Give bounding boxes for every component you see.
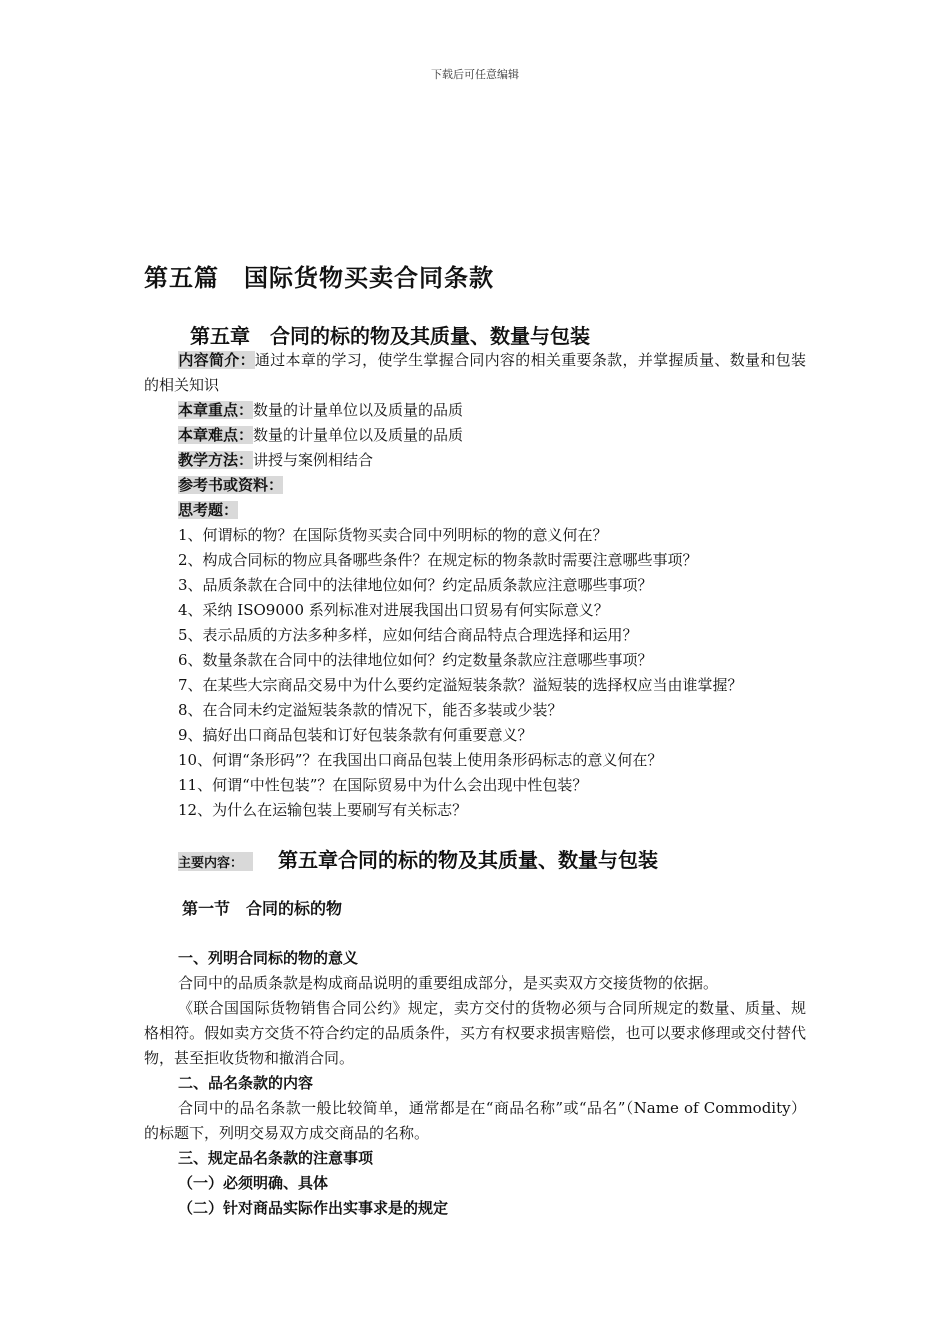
main-body xyxy=(144,946,806,1221)
question-item: 4、采纳 ISO9000 系列标准对进展我国出口贸易有何实际意义？ xyxy=(178,601,609,619)
question-item: 7、在某些大宗商品交易中为什么要约定溢短装条款？溢短装的选择权应当由谁掌握？ xyxy=(178,676,743,694)
summary-label: 内容简介： xyxy=(178,351,255,369)
paragraph-1: 合同中的品质条款是构成商品说明的重要组成部分，是买卖双方交接货物的依据。 xyxy=(178,974,719,992)
question-item: 1、何谓标的物？在国际货物买卖合同中列明标的物的意义何在？ xyxy=(178,526,608,544)
header-note: 下载后可任意编辑 xyxy=(431,68,519,81)
main-content-label: 主要内容： xyxy=(178,852,253,871)
difficulty-text: 数量的计量单位以及质量的品质 xyxy=(253,426,464,444)
heading-3: 三、规定品名条款的注意事项 xyxy=(178,1149,374,1167)
part-title: 第五篇 国际货物买卖合同条款 xyxy=(144,264,494,292)
question-list xyxy=(144,523,806,823)
summary-paragraph xyxy=(144,348,806,398)
subheading-1: （一）必须明确、具体 xyxy=(178,1174,329,1192)
section-title: 第一节 合同的标的物 xyxy=(182,899,343,918)
chapter-title: 第五章 合同的标的物及其质量、数量与包装 xyxy=(190,324,590,348)
question-item: 8、在合同未约定溢短装条款的情况下，能否多装或少装？ xyxy=(178,701,563,719)
refs-label: 参考书或资料： xyxy=(178,476,284,494)
main-heading: 第五章合同的标的物及其质量、数量与包装 xyxy=(278,848,658,872)
intro-block xyxy=(144,348,806,823)
key-text: 数量的计量单位以及质量的品质 xyxy=(253,401,464,419)
question-item: 5、表示品质的方法多种多样，应如何结合商品特点合理选择和运用？ xyxy=(178,626,638,644)
method-line xyxy=(144,448,806,473)
question-item: 9、搞好出口商品包装和订好包装条款有何重要意义？ xyxy=(178,726,533,744)
paragraph-3: 合同中的品名条款一般比较简单，通常都是在“商品名称”或“品名”（Name of Commodity）的标题下，列明交易双方成交商品的名称。 xyxy=(144,1099,806,1142)
difficulty-label: 本章难点： xyxy=(178,426,254,444)
question-item: 6、数量条款在合同中的法律地位如何？约定数量条款应注意哪些事项？ xyxy=(178,651,653,669)
subheading-2: （二）针对商品实际作出实事求是的规定 xyxy=(178,1199,449,1217)
question-item: 12、为什么在运输包装上要刷写有关标志？ xyxy=(178,801,468,819)
method-label: 教学方法： xyxy=(178,451,254,469)
heading-1: 一、列明合同标的物的意义 xyxy=(178,949,359,967)
heading-2: 二、品名条款的内容 xyxy=(178,1074,314,1092)
refs-line xyxy=(144,473,806,498)
question-item: 3、品质条款在合同中的法律地位如何？约定品质条款应注意哪些事项？ xyxy=(178,576,653,594)
difficulty-line xyxy=(144,423,806,448)
method-text: 讲授与案例相结合 xyxy=(253,451,374,469)
question-item: 10、何谓“条形码”？在我国出口商品包装上使用条形码标志的意义何在？ xyxy=(178,751,663,769)
key-line xyxy=(144,398,806,423)
key-label: 本章重点： xyxy=(178,401,254,419)
summary-text: 通过本章的学习，使学生掌握合同内容的相关重要条款，并掌握质量、数量和包装的相关知识 xyxy=(144,351,806,394)
paragraph-2: 《联合国国际货物销售合同公约》规定，卖方交付的货物必须与合同所规定的数量、质量、规格相符。假如卖方交货不符合约定的品质条件，买方有权要求损害赔偿，也可以要求修理或交付替代物，甚至拒收货物和撤消合同。 xyxy=(144,999,806,1067)
question-item: 11、何谓“中性包装”？在国际贸易中为什么会出现中性包装？ xyxy=(178,776,588,794)
question-item: 2、构成合同标的物应具备哪些条件？在规定标的物条款时需要注意哪些事项？ xyxy=(178,551,698,569)
questions-line xyxy=(144,498,806,523)
questions-label: 思考题： xyxy=(178,501,239,519)
